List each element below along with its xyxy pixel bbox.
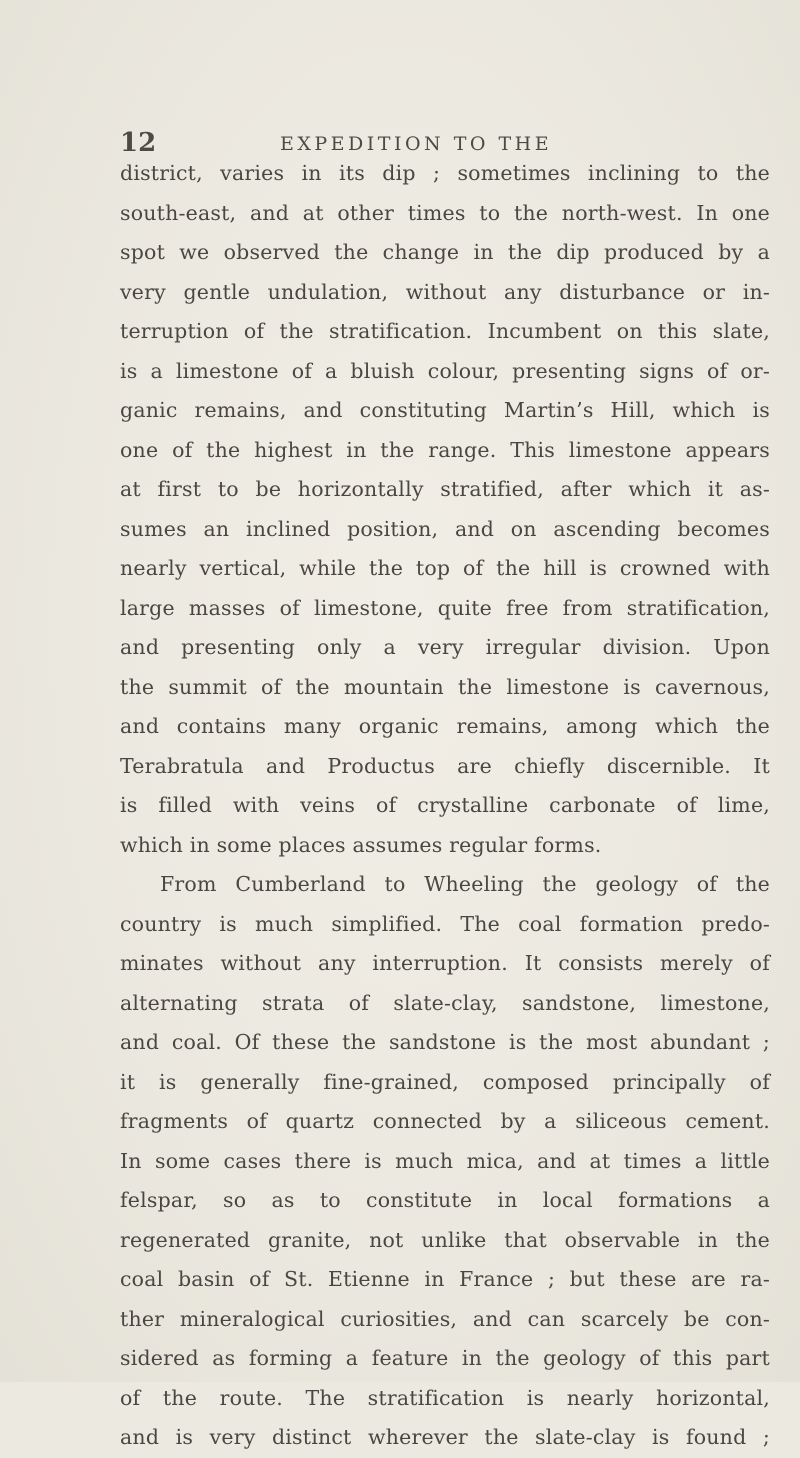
text-line: at first to be horizontally stratified, after which it as- <box>120 477 770 501</box>
text-line: is filled with veins of crystalline carbonate of lime, <box>120 793 770 817</box>
text-line: one of the highest in the range. This limestone appears <box>120 437 770 462</box>
text-line: and contains many organic remains, among which the <box>120 714 770 738</box>
text-line: sumes an inclined position, and on ascending becomes <box>120 516 770 541</box>
text-line: and coal. Of these the sandstone is the most abundant ; <box>120 1030 770 1054</box>
running-head: EXPEDITION TO THE <box>280 133 553 155</box>
text-line: is a limestone of a bluish colour, presenting signs of or- <box>120 358 770 383</box>
text-line: very gentle undulation, without any disturbance or in- <box>120 279 770 304</box>
page-number: 12 <box>120 128 157 158</box>
text-line: spot we observed the change in the dip produced by a <box>120 240 770 264</box>
text-line: terruption of the stratification. Incumbent on this slate, <box>120 319 770 343</box>
text-line: large masses of limestone, quite free from stratification, <box>120 595 770 620</box>
text-line: district, varies in its dip ; sometimes inclining to the <box>120 161 770 185</box>
text-line: country is much simplified. The coal formation predo- <box>120 911 770 936</box>
text-line: coal basin of St. Etienne in France ; but these are ra- <box>120 1267 770 1291</box>
text-line: minates without any interruption. It consists merely of <box>120 951 770 975</box>
text-line: felspar, so as to constitute in local formations a <box>120 1188 770 1212</box>
text-line: of the route. The stratification is nearly horizontal, <box>120 1385 770 1410</box>
text-line: and presenting only a very irregular division. Upon <box>120 635 770 659</box>
text-line: fragments of quartz connected by a siliceous cement. <box>120 1109 770 1133</box>
text-line: alternating strata of slate-clay, sandstone, limestone, <box>120 990 770 1015</box>
text-line: regenerated granite, not unlike that observable in the <box>120 1227 770 1252</box>
text-line: south-east, and at other times to the north-west. In one <box>120 200 770 225</box>
text-line: Terabratula and Productus are chiefly discernible. It <box>120 753 770 778</box>
text-line: ganic remains, and constituting Martin’s Hill, which is <box>120 398 770 422</box>
text-line: and is very distinct wherever the slate-clay is found ; <box>120 1425 770 1449</box>
text-line: the summit of the mountain the limestone is cavernous, <box>120 674 770 699</box>
text-line: it is generally fine-grained, composed principally of <box>120 1069 770 1094</box>
paragraph-start-line: From Cumberland to Wheeling the geology of the <box>160 872 770 896</box>
paragraph-end-line: which in some places assumes regular forms. <box>120 832 602 857</box>
text-line: sidered as forming a feature in the geology of this part <box>120 1346 770 1370</box>
text-line: In some cases there is much mica, and at times a little <box>120 1148 770 1173</box>
text-line: ther mineralogical curiosities, and can scarcely be con- <box>120 1306 770 1331</box>
body-text <box>120 154 770 1458</box>
text-line: nearly vertical, while the top of the hill is crowned with <box>120 556 770 580</box>
